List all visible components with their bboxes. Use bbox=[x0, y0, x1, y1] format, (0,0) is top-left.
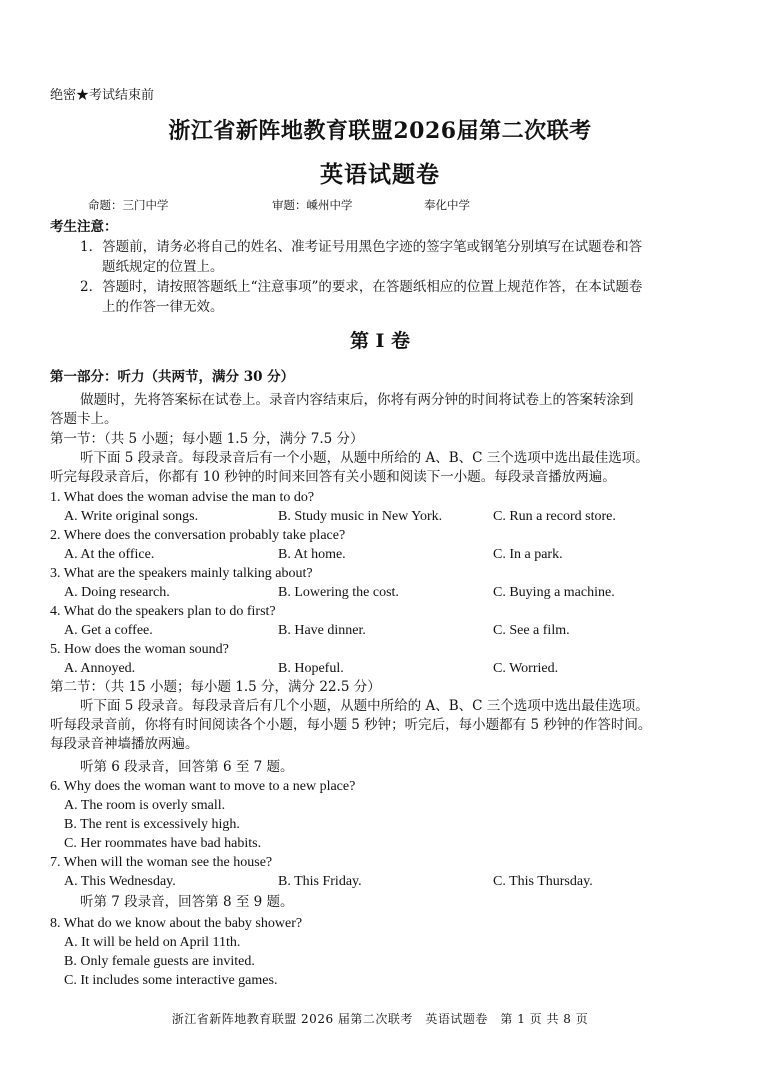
question-2-option-b: B. At home. bbox=[278, 547, 346, 562]
question-6-option-c: C. Her roommates have bad habits. bbox=[64, 836, 262, 851]
section1-heading: 第一节：（共 5 小题；每小题 1.5 分，满分 7.5 分） bbox=[50, 431, 364, 447]
question-1-option-a: A. Write original songs. bbox=[64, 509, 199, 524]
question-1-option-b: B. Study music in New York. bbox=[278, 509, 443, 524]
question-8-option-b: B. Only female guests are invited. bbox=[64, 954, 255, 969]
part1-heading: 第一部分：听力（共两节，满分 30 分） bbox=[50, 369, 295, 385]
volume-heading: 第 I 卷 bbox=[349, 330, 411, 352]
question-4-option-c: C. See a film. bbox=[493, 623, 570, 638]
question-6: 6. Why does the woman want to move to a new place? bbox=[50, 779, 356, 794]
notice-item-1-line-2: 题纸规定的位置上。 bbox=[102, 259, 224, 275]
question-5-option-b: B. Hopeful. bbox=[278, 661, 344, 676]
notice-item-1-line-1: 1．答题前，请务必将自己的姓名、准考证号用黑色字迹的签字笔或钢笔分别填写在试题卷和答 bbox=[80, 239, 643, 255]
section2-heading: 第二节：（共 15 小题；每小题 1.5 分，满分 22.5 分） bbox=[50, 679, 381, 695]
exam-title: 浙江省新阵地教育联盟2026届第二次联考 bbox=[168, 118, 592, 144]
notice-item-2-line-2: 上的作答一律无效。 bbox=[102, 299, 224, 315]
segment-7-instruction: 听第 7 段录音，回答第 8 至 9 题。 bbox=[80, 894, 294, 910]
question-3-option-b: B. Lowering the cost. bbox=[278, 585, 399, 600]
question-1-option-c: C. Run a record store. bbox=[493, 509, 616, 524]
setter-label: 命题：三门中学 bbox=[88, 198, 169, 212]
question-5-option-c: C. Worried. bbox=[493, 661, 559, 676]
reviewer-label-2: 奉化中学 bbox=[424, 198, 470, 212]
notice-heading: 考生注意： bbox=[50, 219, 118, 235]
reviewer-label: 审题：嵊州中学 bbox=[272, 198, 353, 212]
question-4-option-b: B. Have dinner. bbox=[278, 623, 366, 638]
section1-instruction-line-1: 听下面 5 段录音。每段录音后有一个小题，从题中所给的 A、B、C 三个选项中选出最佳选项。 bbox=[80, 450, 649, 466]
segment-6-instruction: 听第 6 段录音，回答第 6 至 7 题。 bbox=[80, 759, 294, 775]
question-2-option-a: A. At the office. bbox=[64, 547, 155, 562]
question-5: 5. How does the woman sound? bbox=[50, 642, 229, 657]
question-6-option-b: B. The rent is excessively high. bbox=[64, 817, 240, 832]
section2-instruction-line-2: 听每段录音前，你将有时间阅读各个小题，每小题 5 秒钟；听完后，每小题都有 5 秒钟的作答时间。 bbox=[50, 717, 652, 733]
question-2: 2. Where does the conversation probably take place? bbox=[50, 528, 346, 543]
notice-item-2-line-1: 2．答题时，请按照答题纸上“注意事项”的要求，在答题纸相应的位置上规范作答，在本试题卷 bbox=[80, 279, 643, 295]
part1-intro-line-1: 做题时，先将答案标在试卷上。录音内容结束后，你将有两分钟的时间将试卷上的答案转涂到 bbox=[80, 392, 634, 408]
page-footer: 浙江省新阵地教育联盟 2026 届第二次联考 英语试题卷 第 1 页 共 8 页 bbox=[171, 1012, 589, 1026]
question-7-option-c: C. This Thursday. bbox=[493, 874, 593, 889]
question-4-option-a: A. Get a coffee. bbox=[64, 623, 153, 638]
question-2-option-c: C. In a park. bbox=[493, 547, 563, 562]
question-7: 7. When will the woman see the house? bbox=[50, 855, 273, 870]
confidential-label: 绝密★考试结束前 bbox=[50, 88, 155, 103]
question-5-option-a: A. Annoyed. bbox=[64, 661, 136, 676]
section2-instruction-line-3: 每段录音神墙播放两遍。 bbox=[50, 736, 199, 752]
question-8-option-a: A. It will be held on April 11th. bbox=[64, 935, 241, 950]
question-3: 3. What are the speakers mainly talking about? bbox=[50, 566, 313, 581]
paper-title: 英语试题卷 bbox=[320, 161, 440, 188]
section2-instruction-line-1: 听下面 5 段录音。每段录音后有几个小题，从题中所给的 A、B、C 三个选项中选出最佳选项。 bbox=[80, 698, 649, 714]
question-7-option-a: A. This Wednesday. bbox=[64, 874, 176, 889]
question-8-option-c: C. It includes some interactive games. bbox=[64, 973, 278, 988]
question-3-option-a: A. Doing research. bbox=[64, 585, 170, 600]
section1-instruction-line-2: 听完每段录音后，你都有 10 秒钟的时间来回答有关小题和阅读下一小题。每段录音播放两遍。 bbox=[50, 469, 616, 485]
part1-intro-line-2: 答题卡上。 bbox=[50, 411, 118, 427]
question-6-option-a: A. The room is overly small. bbox=[64, 798, 226, 813]
question-8: 8. What do we know about the baby shower? bbox=[50, 916, 303, 931]
question-1: 1. What does the woman advise the man to do? bbox=[50, 490, 315, 505]
question-4: 4. What do the speakers plan to do first? bbox=[50, 604, 276, 619]
question-3-option-c: C. Buying a machine. bbox=[493, 585, 615, 600]
question-7-option-b: B. This Friday. bbox=[278, 874, 362, 889]
